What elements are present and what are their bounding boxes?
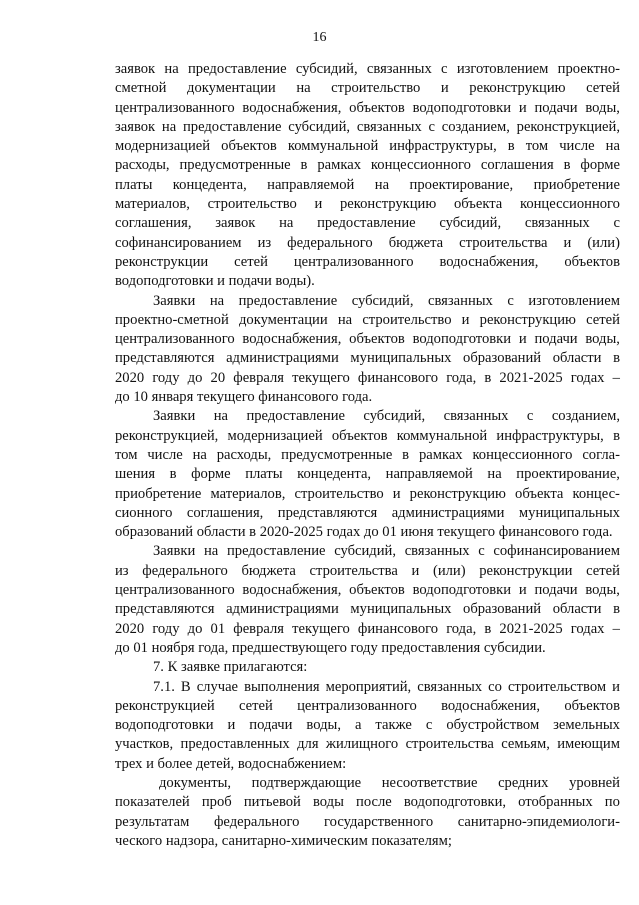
text-line: централизованного водоснабжения, объектов водоподготовки и подачи воды, [115, 99, 620, 116]
text-line: из федерального бюджета строительства и (или) реконструкции сетей [115, 562, 620, 579]
text-line: заявок на предоставление субсидий, связанных с созданием, реконструкцией, [115, 118, 620, 135]
text-line: Заявки на предоставление субсидий, связанных с созданием, [153, 408, 620, 425]
text-line: централизованного водоснабжения, объектов водоподготовки и подачи воды, [115, 331, 620, 348]
text-line: реконструкцией сетей централизованного водоснабжения, объектов [115, 697, 620, 714]
text-line: трех и более детей, водоснабжением: [115, 755, 347, 772]
text-line: показателей проб питьевой воды после водоподготовки, отобранных по [115, 794, 620, 811]
page-number: 16 [312, 30, 327, 45]
text-line: реконструкцией, модернизацией объектов коммунальной инфраструктуры, в [115, 427, 620, 444]
text-line: до 10 января текущего финансового года. [115, 389, 373, 406]
text-line: модернизацией объектов коммунальной инфраструктуры, в том числе на [115, 138, 620, 155]
text-line: представляются администрациями муниципальных образований области в [115, 350, 620, 367]
text-line: результатам федерального государственного санитарно-эпидемиологи- [115, 813, 620, 830]
text-line: заявок на предоставление субсидий, связанных с изготовлением проектно- [115, 61, 620, 77]
text-line: участков, предоставленных для жилищного строительства семьям, имеющим [115, 736, 620, 753]
text-line: расходы, предусмотренные в рамках концессионного соглашения в форме [115, 157, 620, 174]
text-line: шения в форме платы концедента, направляемой на проектирование, [115, 466, 620, 483]
text-line: водоподготовки и подачи воды, а также с обустройством земельных [115, 717, 620, 734]
text-line: ческого надзора, санитарно-химическим показателям; [115, 832, 452, 849]
text-line: 7.1. В случае выполнения мероприятий, связанных со строительством и [153, 678, 620, 695]
text-line: 2020 году до 20 февраля текущего финансового года, в 2021-2025 годах – [115, 369, 620, 386]
text-line: централизованного водоснабжения, объектов водоподготовки и подачи воды, [115, 582, 620, 599]
text-line: Заявки на предоставление субсидий, связанных с изготовлением [153, 292, 620, 309]
text-line: образований области в 2020-2025 годах до 01 июня текущего финансового года. [115, 524, 613, 541]
text-line: проектно-сметной документации на строительство и реконструкцию сетей [115, 311, 620, 328]
text-line: сионного соглашения, представляются администрациями муниципальных [115, 504, 620, 521]
text-line: Заявки на предоставление субсидий, связанных с софинансированием [153, 543, 620, 560]
text-line: соглашения, заявок на предоставление субсидий, связанных с [115, 215, 620, 232]
text-line: 2020 году до 01 февраля текущего финансового года, в 2021-2025 годах – [115, 620, 620, 637]
text-line: приобретение материалов, строительство и реконструкцию объекта концес- [115, 485, 620, 502]
text-line: софинансированием из федерального бюджета строительства и (или) [115, 234, 620, 251]
text-line: сметной документации на строительство и реконструкцию сетей [115, 80, 620, 97]
text-line: материалов, строительство и реконструкцию объекта концессионного [115, 196, 620, 213]
document-body [115, 60, 620, 851]
text-line: 7. К заявке прилагаются: [153, 659, 308, 676]
text-line: водоподготовки и подачи воды). [115, 273, 315, 290]
text-line: до 01 ноября года, предшествующего году предоставления субсидии. [115, 639, 546, 656]
text-line: том числе на расходы, предусмотренные в рамках концессионного согла- [115, 446, 620, 463]
text-line: представляются администрациями муниципальных образований области в [115, 601, 620, 618]
text-line: платы концедента, направляемой на проектирование, приобретение [115, 176, 620, 193]
text-line: документы, подтверждающие несоответствие средних уровней [159, 774, 620, 791]
text-line: реконструкции сетей централизованного водоснабжения, объектов [115, 253, 620, 270]
